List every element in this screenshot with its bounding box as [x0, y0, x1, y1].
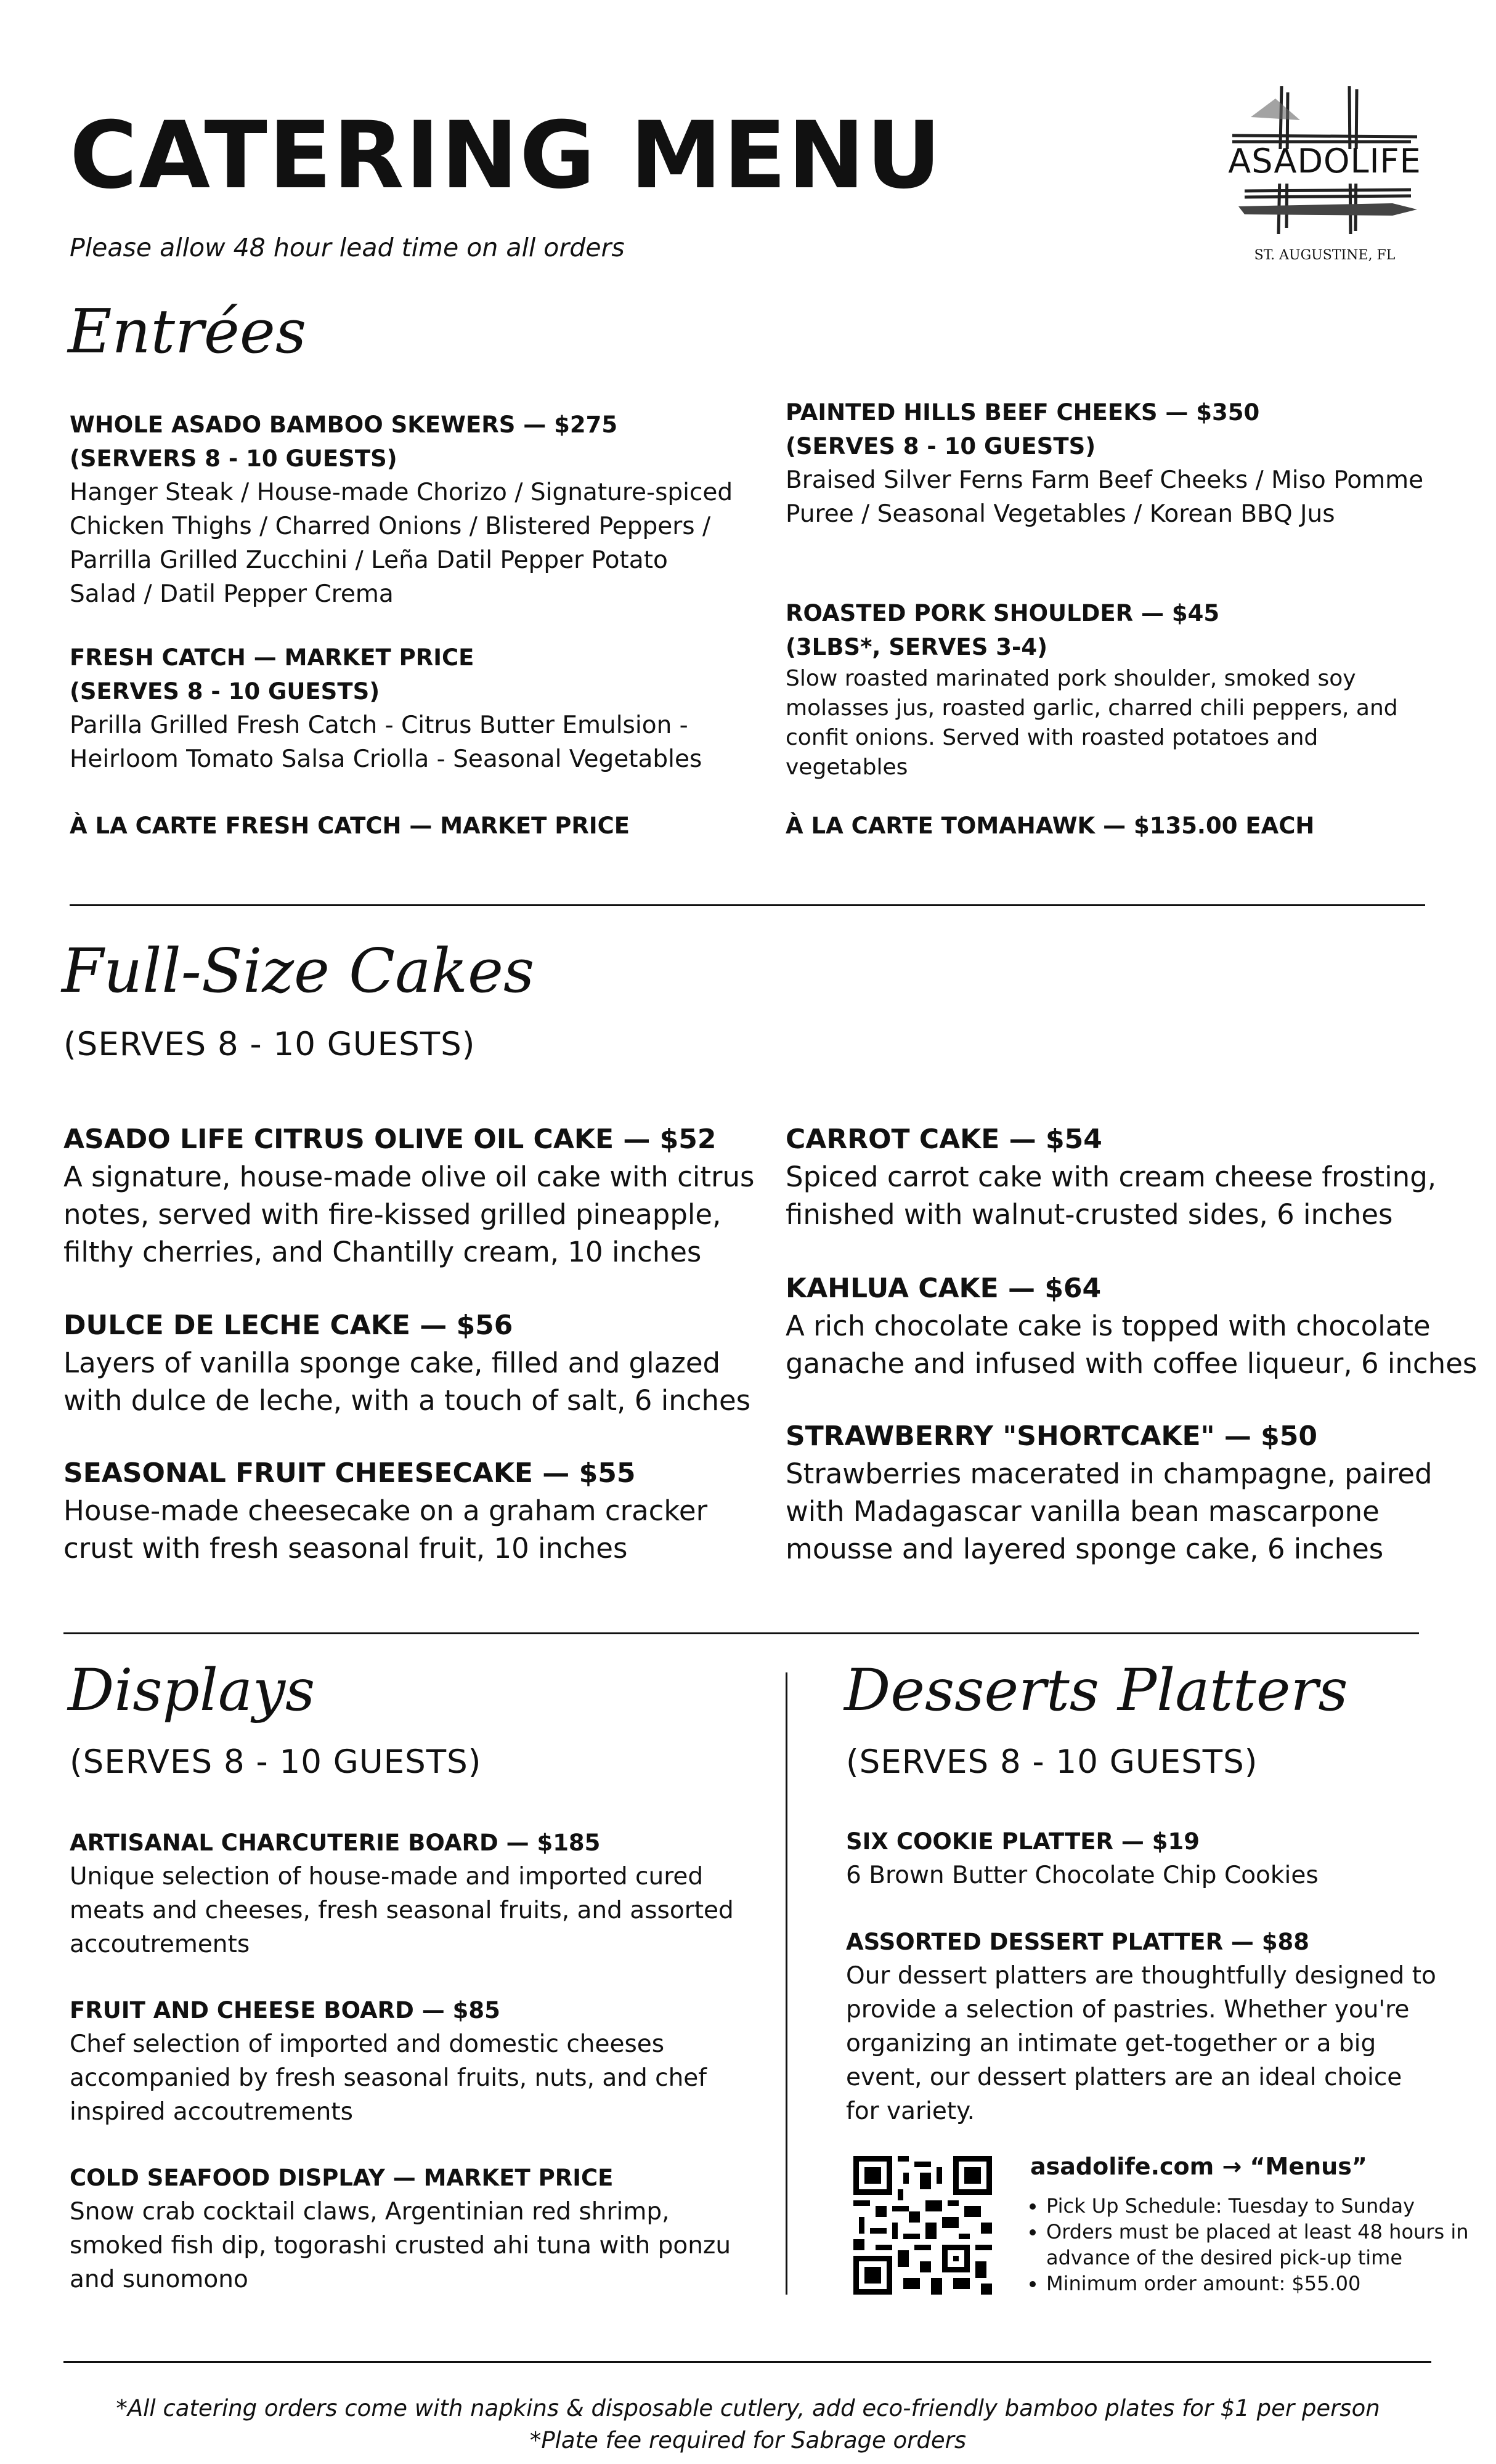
menu-item [70, 1826, 735, 1961]
qr-code[interactable] [853, 2156, 992, 2295]
item-serves: (3LBS*, SERVES 3-4) [786, 634, 1047, 660]
item-serves: (SERVES 8 - 10 GUESTS) [70, 678, 380, 705]
section-divider [63, 1632, 1419, 1634]
item-description: Layers of vanilla sponge cake, filled and glazed with dulce de leche, with a touch of salt, 6 inches [63, 1347, 751, 1417]
menu-item [786, 1418, 1451, 1568]
menu-item [63, 1307, 766, 1419]
item-description: Spiced carrot cake with cream cheese frosting, finished with walnut-crusted sides, 6 inches [786, 1161, 1437, 1231]
item-description: House-made cheesecake on a graham cracker crust with fresh seasonal fruit, 10 inches [63, 1494, 708, 1565]
footer-divider [63, 2361, 1431, 2363]
item-description: Braised Silver Ferns Farm Beef Cheeks / Miso Pomme Puree / Seasonal Vegetables / Korean BBQ Jus [786, 466, 1424, 528]
asadolife-logo [1208, 80, 1442, 277]
qr-code-icon [853, 2156, 992, 2295]
item-description: Our dessert platters are thoughtfully designed to provide a selection of pastries. Whether you're organizing an intimate get-together or a big event, our dessert platters are an ideal choice for variety. [846, 1962, 1436, 2125]
item-description: Snow crab cocktail claws, Argentinian red shrimp, smoked fish dip, togorashi crusted ahi tuna with ponzu and sunomono [70, 2198, 731, 2293]
menu-item [70, 809, 735, 843]
item-description: Parilla Grilled Fresh Catch - Citrus Butter Emulsion - Heirloom Tomato Salsa Criolla - Seasonal Vegetables [70, 711, 702, 773]
item-name: STRAWBERRY "SHORTCAKE" — $50 [786, 1420, 1317, 1452]
item-name: À LA CARTE TOMAHAWK — $135.00 EACH [786, 813, 1315, 839]
menu-item [63, 1121, 766, 1271]
item-name: FRUIT AND CHEESE BOARD — $85 [70, 1997, 500, 2024]
menu-item [70, 2161, 735, 2296]
item-name: CARROT CAKE — $54 [786, 1124, 1102, 1155]
logo-wordmark: ASADOLIFE [1228, 142, 1421, 180]
item-description: Strawberries macerated in champagne, paired with Madagascar vanilla bean mascarpone mousse and layered sponge cake, 6 inches [786, 1457, 1433, 1565]
item-description: Slow roasted marinated pork shoulder, smoked soy molasses jus, roasted garlic, charred chili peppers, and confit onions. Served with roasted potatoes and vegetables [786, 666, 1398, 780]
item-description: A signature, house-made olive oil cake with citrus notes, served with fire-kissed grilled pineapple, filthy cherries, and Chantilly cream, 10 inches [63, 1161, 755, 1268]
menu-item [70, 641, 735, 776]
menu-item [63, 1455, 766, 1567]
menu-item [786, 395, 1439, 531]
item-name: À LA CARTE FRESH CATCH — MARKET PRICE [70, 813, 630, 839]
item-name: WHOLE ASADO BAMBOO SKEWERS — $275 [70, 411, 618, 438]
footer-note-1: *All catering orders come with napkins & disposable cutlery, add eco-friendly bamboo plates for $1 per person [116, 2395, 1380, 2421]
item-name: ASADO LIFE CITRUS OLIVE OIL CAKE — $52 [63, 1124, 717, 1155]
displays-serves: (SERVES 8 - 10 GUESTS) [70, 1743, 482, 1781]
menu-item [70, 1993, 735, 2129]
desserts-heading: Desserts Platters [844, 1657, 1348, 1724]
item-description: 6 Brown Butter Chocolate Chip Cookies [846, 1862, 1319, 1889]
info-item: • Pick Up Schedule: Tuesday to Sunday [1046, 2193, 1478, 2219]
item-name: ROASTED PORK SHOULDER — $45 [786, 600, 1220, 626]
menus-link[interactable]: asadolife.com → “Menus” [1030, 2153, 1367, 2180]
info-list [1022, 2193, 1478, 2296]
item-name: SEASONAL FRUIT CHEESECAKE — $55 [63, 1457, 636, 1489]
item-description: Chef selection of imported and domestic cheeses accompanied by fresh seasonal fruits, nuts, and chef inspired accoutrements [70, 2030, 707, 2126]
info-item: • Minimum order amount: $55.00 [1046, 2271, 1478, 2296]
footer-note-2: *Plate fee required for Sabrage orders [529, 2427, 967, 2454]
cakes-heading: Full-Size Cakes [62, 936, 535, 1007]
lead-time-note: Please allow 48 hour lead time on all orders [70, 233, 625, 262]
column-divider [786, 1672, 787, 2295]
menu-item [846, 1825, 1437, 1892]
item-name: FRESH CATCH — MARKET PRICE [70, 644, 474, 671]
entrees-heading: Entrées [68, 297, 307, 367]
desserts-serves: (SERVES 8 - 10 GUESTS) [846, 1743, 1258, 1781]
displays-heading: Displays [68, 1657, 315, 1724]
item-name: KAHLUA CAKE — $64 [786, 1273, 1102, 1304]
item-name: PAINTED HILLS BEEF CHEEKS — $350 [786, 399, 1260, 426]
menu-item [70, 408, 735, 611]
item-name: ASSORTED DESSERT PLATTER — $88 [846, 1929, 1310, 1955]
menu-item [846, 1925, 1437, 2128]
item-description: Unique selection of house-made and imported cured meats and cheeses, fresh seasonal fruits, and assorted accoutrements [70, 1863, 734, 1958]
item-name: DULCE DE LECHE CAKE — $56 [63, 1310, 513, 1341]
cakes-serves: (SERVES 8 - 10 GUESTS) [63, 1026, 476, 1063]
item-name: ARTISANAL CHARCUTERIE BOARD — $185 [70, 1830, 601, 1856]
item-description: Hanger Steak / House-made Chorizo / Signature-spiced Chicken Thighs / Charred Onions / Blistered Peppers / Parrilla Grilled Zucchini / Leña Datil Pepper Potato Salad / Datil Pepper Crema [70, 479, 733, 608]
info-item: • Orders must be placed at least 48 hours in advance of the desired pick-up time [1046, 2219, 1478, 2271]
item-description: A rich chocolate cake is topped with chocolate ganache and infused with coffee liqueur, 6 inches [786, 1310, 1478, 1380]
item-serves: (SERVERS 8 - 10 GUESTS) [70, 445, 397, 472]
menu-item [786, 1270, 1482, 1382]
logo-location: ST. AUGUSTINE, FL [1254, 248, 1396, 263]
section-divider [70, 904, 1425, 906]
menu-item [786, 1121, 1476, 1233]
item-name: SIX COOKIE PLATTER — $19 [846, 1828, 1200, 1855]
item-name: COLD SEAFOOD DISPLAY — MARKET PRICE [70, 2165, 614, 2191]
page-title: CATERING MENU [70, 102, 943, 209]
item-serves: (SERVES 8 - 10 GUESTS) [786, 433, 1096, 460]
menu-item [786, 809, 1451, 843]
menu-item [786, 596, 1408, 782]
